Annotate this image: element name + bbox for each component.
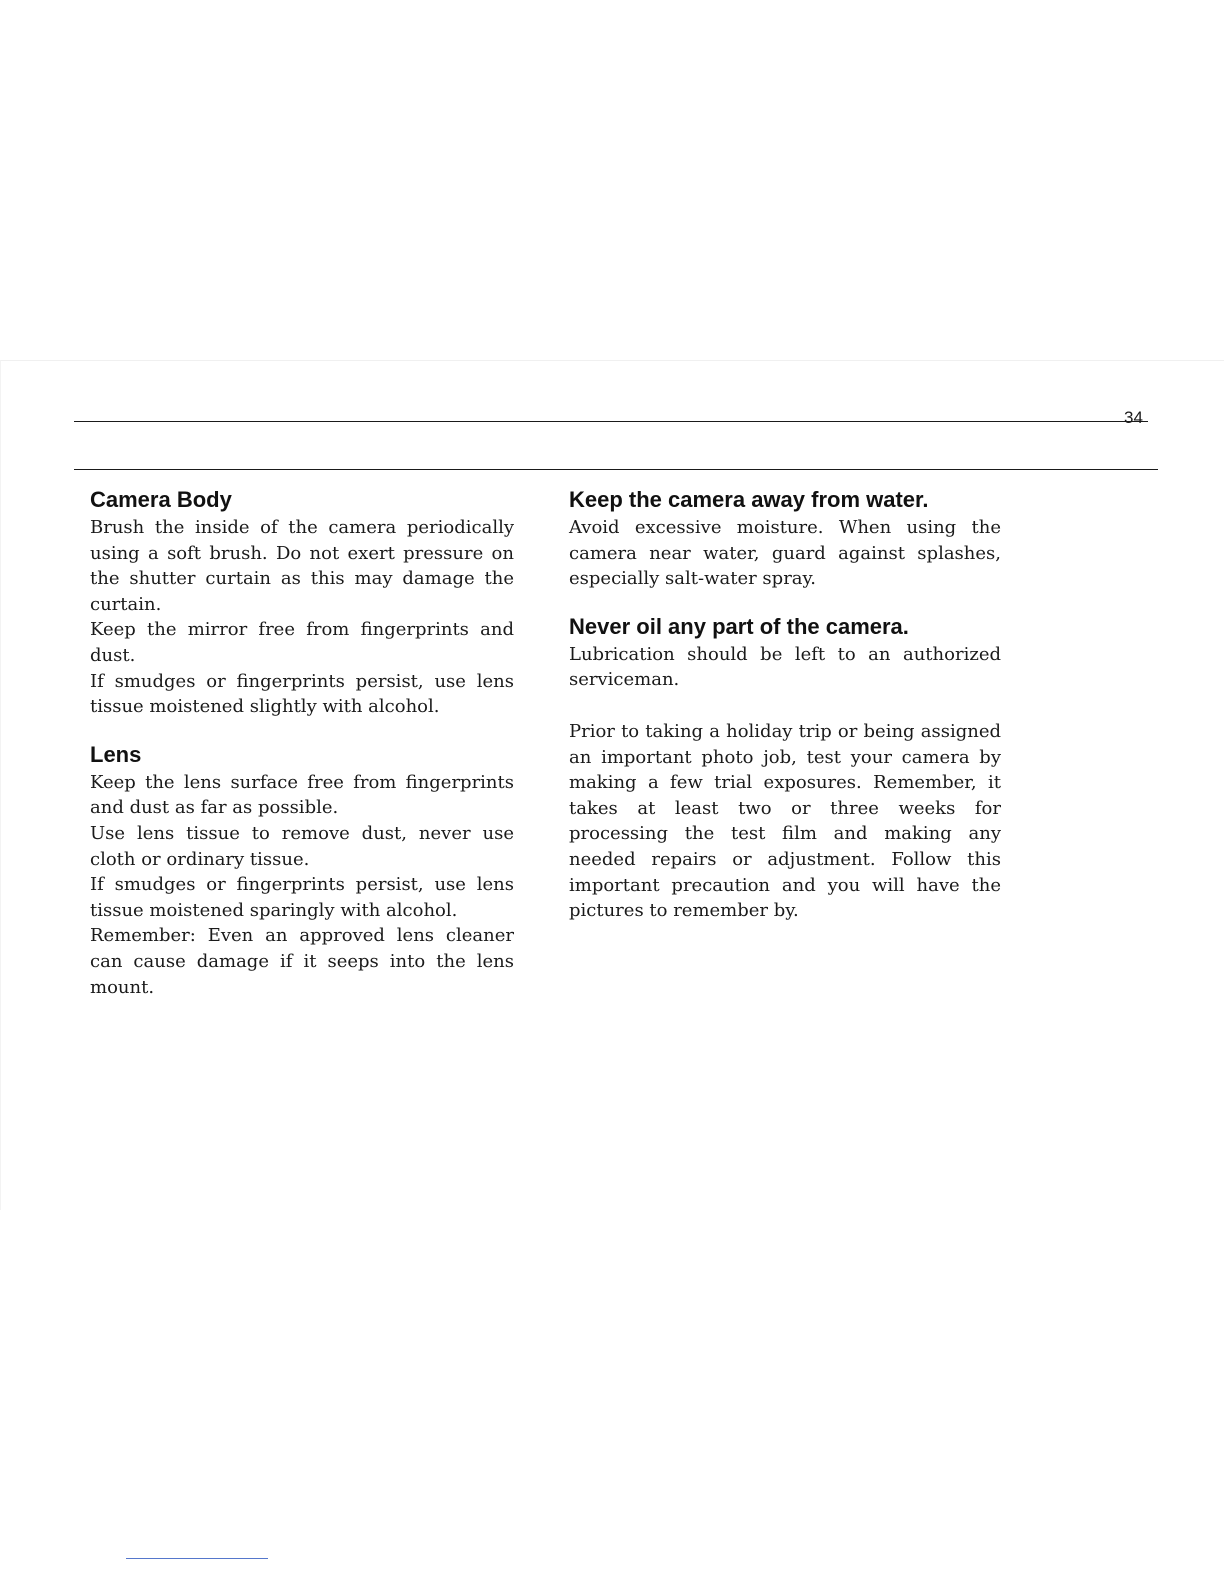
water-section: [569, 485, 1001, 592]
camera-body-section: [90, 485, 514, 720]
camera-body-paragraph: Keep the mirror free from fingerprints and dust.: [90, 619, 514, 666]
header-rule-lower: [74, 469, 1158, 470]
lens-paragraph: If smudges or fingerprints persist, use lens tissue moistened sparingly with alcohol.: [90, 874, 514, 921]
water-paragraph: Avoid excessive moisture. When using the camera near water, guard against splashes, especially salt-water spray.: [569, 517, 1001, 590]
section-gap: [569, 592, 1001, 612]
lens-section: [90, 740, 514, 1000]
header-rule: [74, 421, 1148, 422]
left-column: [90, 485, 514, 1000]
lens-heading: Lens: [90, 741, 142, 767]
right-column: [569, 485, 1001, 924]
lens-paragraph: Use lens tissue to remove dust, never use cloth or ordinary tissue.: [90, 822, 514, 870]
water-heading: Keep the camera away from water.: [569, 487, 929, 512]
camera-body-paragraph: If smudges or fingerprints persist, use lens tissue moistened slightly with alcohol.: [90, 670, 514, 718]
section-gap: [90, 720, 514, 740]
lens-paragraph: Remember: Even an approved lens cleaner can cause damage if it seeps into the lens mount.: [90, 925, 514, 998]
camera-body-heading: Camera Body: [90, 487, 232, 512]
camera-body-paragraph: Brush the inside of the camera periodically using a soft brush. Do not exert pressure on the shutter curtain as this may damage the curtain.: [90, 517, 514, 615]
oil-paragraph: Lubrication should be left to an authorized serviceman.: [569, 643, 1001, 691]
section-gap: [569, 693, 1001, 719]
page-number: 34: [1124, 408, 1143, 427]
footer-line: [126, 1558, 268, 1559]
lens-paragraph: Keep the lens surface free from fingerprints and dust as far as possible.: [90, 771, 514, 819]
trip-advice-paragraph: Prior to taking a holiday trip or being assigned an important photo job, test your camera by making a few trial exposures. Remember, it takes at least two or three weeks for processing the test film and making any needed repairs or adjustment. Follow this important precaution and you will have the pictures to remember by.: [569, 720, 1001, 922]
oil-heading: Never oil any part of the camera.: [569, 613, 909, 639]
oil-section: [569, 612, 1001, 693]
